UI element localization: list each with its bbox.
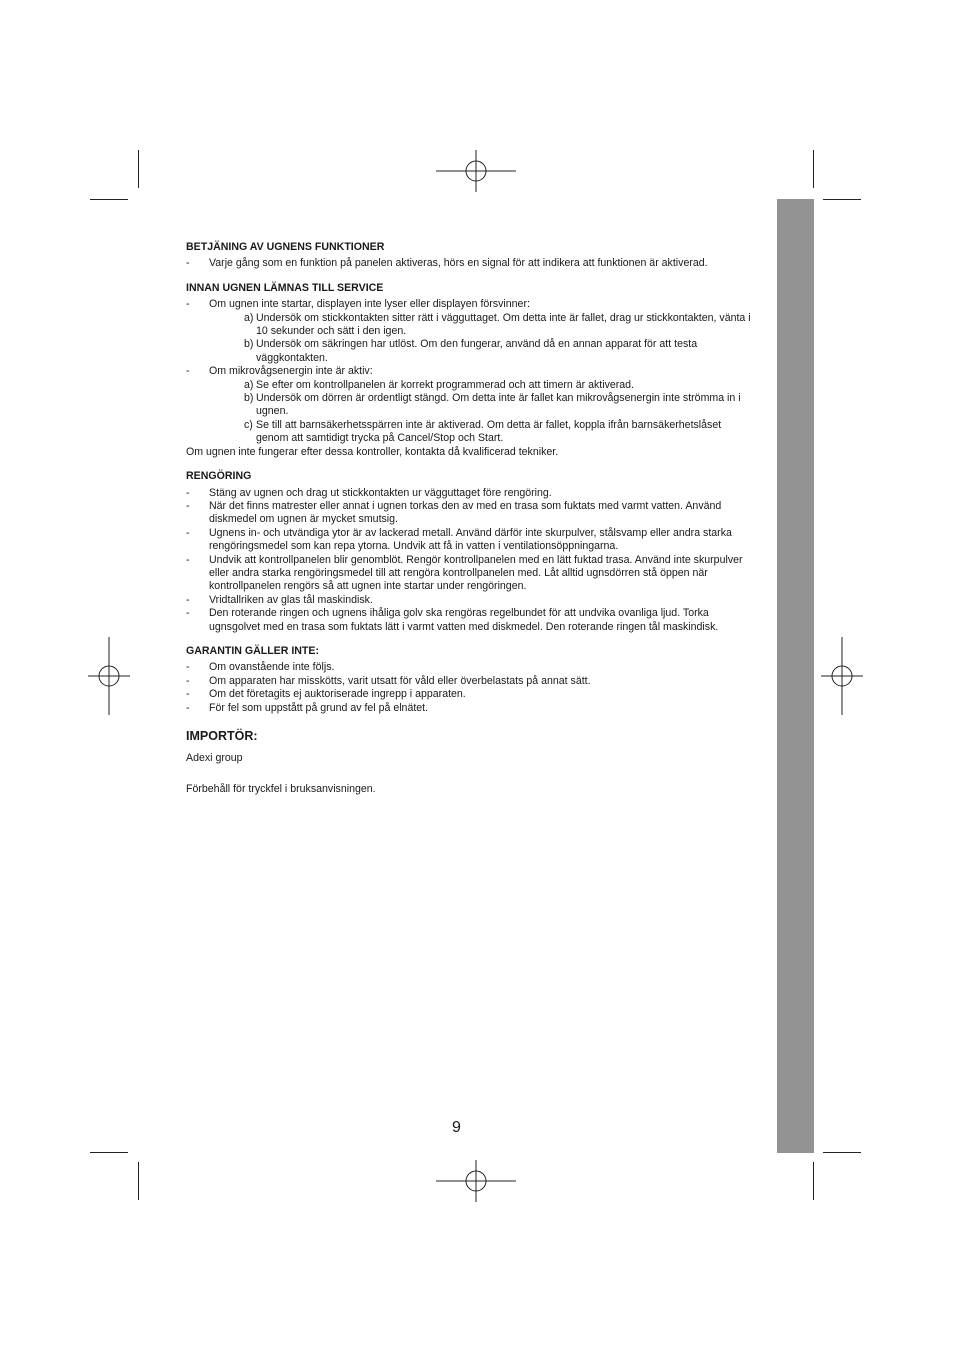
sub-item-text: Se efter om kontrollpanelen är korrekt programmerad och att timern är aktiverad. bbox=[256, 378, 635, 391]
page-number: 9 bbox=[452, 1119, 461, 1136]
bullet-dash: - bbox=[186, 701, 190, 714]
section-heading: BETJÄNING AV UGNENS FUNKTIONER bbox=[186, 241, 385, 253]
list-item bbox=[186, 487, 756, 500]
sub-item bbox=[186, 379, 756, 392]
document-body bbox=[186, 241, 756, 797]
list-item bbox=[186, 554, 756, 594]
bullet-dash: - bbox=[186, 298, 190, 311]
sub-item-label: b) bbox=[244, 392, 254, 405]
list-item bbox=[186, 257, 756, 270]
list-item-text: För fel som uppstått på grund av fel på elnätet. bbox=[209, 701, 429, 714]
sub-item-label: a) bbox=[244, 311, 254, 324]
list-item-text: Den roterande ringen och ugnens ihåliga golv ska rengöras regelbundet för att undvika ovanliga ljud. Torka ugnsgolvet med en trasa som fuktats lätt i varmt vatten med diskmedel. Den roterande ringen tål maskindisk. bbox=[209, 607, 719, 633]
list-item bbox=[186, 500, 756, 527]
crop-mark bbox=[90, 199, 128, 200]
section-operation bbox=[186, 241, 756, 271]
registration-mark-icon bbox=[436, 150, 516, 192]
list-item bbox=[186, 661, 756, 674]
list-item-text: Vridtallriken av glas tål maskindisk. bbox=[209, 593, 373, 606]
sub-item-text: Undersök om stickkontakten sitter rätt i vägguttaget. Om detta inte är fallet, drag ur stickkontakten, vänta i 10 sekunder och sätt i den igen. bbox=[256, 311, 751, 338]
bullet-dash: - bbox=[186, 365, 190, 378]
list-item-text: Ugnens in- och utvändiga ytor är av lackerad metall. Använd därför inte skurpulver, stålsvamp eller andra starka rengöringsmedel som kan repa ytorna. Undvik att få in vatten i ventilationsöppningarna. bbox=[209, 526, 732, 553]
registration-mark-icon bbox=[88, 637, 130, 715]
sub-item-label: c) bbox=[244, 418, 253, 431]
bullet-dash: - bbox=[186, 661, 190, 674]
sub-item-text: Se till att barnsäkerhetsspärren inte är aktiverad. Om detta är fallet, koppla ifrån barnsäkerhetslåset genom att samtidigt trycka på Cancel/Stop och Start. bbox=[256, 418, 722, 445]
bullet-dash: - bbox=[186, 486, 190, 499]
section-heading: INNAN UGNEN LÄMNAS TILL SERVICE bbox=[186, 281, 384, 294]
sub-item bbox=[186, 338, 756, 365]
section-warranty-exclusions bbox=[186, 645, 756, 715]
crop-mark bbox=[813, 1162, 814, 1200]
list-item bbox=[186, 527, 756, 554]
bullet-dash: - bbox=[186, 526, 190, 539]
list-item-text: När det finns matrester eller annat i ugnen torkas den av med en trasa som fuktats med varmt vatten. Använd diskmedel om ugnen är mycket smutsig. bbox=[209, 499, 722, 526]
crop-mark bbox=[138, 1162, 139, 1200]
sub-item bbox=[186, 312, 756, 339]
list-item-text: Om apparaten har misskötts, varit utsatt för våld eller överbelastats på annat sätt. bbox=[209, 674, 591, 687]
bullet-dash: - bbox=[186, 674, 190, 687]
list-item-text: Undvik att kontrollpanelen blir genomblöt. Rengör kontrollpanelen med en lätt fuktad trasa. Använd inte skurpulver eller andra starka rengöringsmedel till att rengöra kontrollpanelen med. Låt alltid ugnsdörren stå öppen när kontrollpanelen rengörs så att ugnen inte startar under rengöringen. bbox=[209, 553, 743, 593]
list-item bbox=[186, 298, 756, 311]
list-item bbox=[186, 607, 756, 634]
section-heading: RENGÖRING bbox=[186, 470, 252, 483]
list-item bbox=[186, 365, 756, 378]
bullet-dash: - bbox=[186, 607, 190, 620]
list-item-text: Om ugnen inte startar, displayen inte lyser eller displayen försvinner: bbox=[209, 298, 530, 311]
section-cleaning bbox=[186, 470, 756, 634]
section-note: Om ugnen inte fungerar efter dessa kontroller, kontakta då kvalificerad tekniker. bbox=[186, 445, 559, 458]
bullet-dash: - bbox=[186, 499, 190, 512]
bullet-dash: - bbox=[186, 553, 190, 566]
list-item bbox=[186, 702, 756, 715]
crop-mark bbox=[90, 1152, 128, 1153]
sub-item bbox=[186, 392, 756, 419]
importer-heading: IMPORTÖR: bbox=[186, 729, 258, 743]
list-item-text: Om ovanstående inte följs. bbox=[209, 661, 335, 674]
registration-mark-icon bbox=[436, 1160, 516, 1202]
list-item bbox=[186, 594, 756, 607]
disclaimer: Förbehåll för tryckfel i bruksanvisningen. bbox=[186, 783, 376, 796]
crop-mark bbox=[813, 150, 814, 188]
side-bar bbox=[777, 199, 814, 1153]
list-item-text: Varje gång som en funktion på panelen aktiveras, hörs en signal för att indikera att funktionen är aktiverad. bbox=[209, 257, 708, 270]
list-item bbox=[186, 675, 756, 688]
sub-item-label: b) bbox=[244, 338, 254, 351]
sub-item bbox=[186, 419, 756, 446]
list-item-text: Om mikrovågsenergin inte är aktiv: bbox=[209, 365, 373, 378]
crop-mark bbox=[138, 150, 139, 188]
list-item bbox=[186, 688, 756, 701]
bullet-dash: - bbox=[186, 688, 190, 701]
list-item-text: Stäng av ugnen och drag ut stickkontakten ur vägguttaget före rengöring. bbox=[209, 486, 552, 499]
sub-item-text: Undersök om dörren är ordentligt stängd. Om detta inte är fallet kan mikrovågsenergin inte strömma in i ugnen. bbox=[256, 392, 741, 418]
bullet-dash: - bbox=[186, 593, 190, 606]
bullet-dash: - bbox=[186, 257, 190, 270]
registration-mark-icon bbox=[821, 637, 863, 715]
importer-name: Adexi group bbox=[186, 752, 243, 764]
section-importer bbox=[186, 729, 756, 765]
section-before-service bbox=[186, 282, 756, 459]
section-heading: GARANTIN GÄLLER INTE: bbox=[186, 644, 320, 657]
sub-item-label: a) bbox=[244, 378, 254, 391]
list-item-text: Om det företagits ej auktoriserade ingrepp i apparaten. bbox=[209, 688, 466, 701]
crop-mark bbox=[823, 1152, 861, 1153]
crop-mark bbox=[823, 199, 861, 200]
sub-item-text: Undersök om säkringen har utlöst. Om den fungerar, använd då en annan apparat för att testa väggkontakten. bbox=[256, 338, 698, 364]
